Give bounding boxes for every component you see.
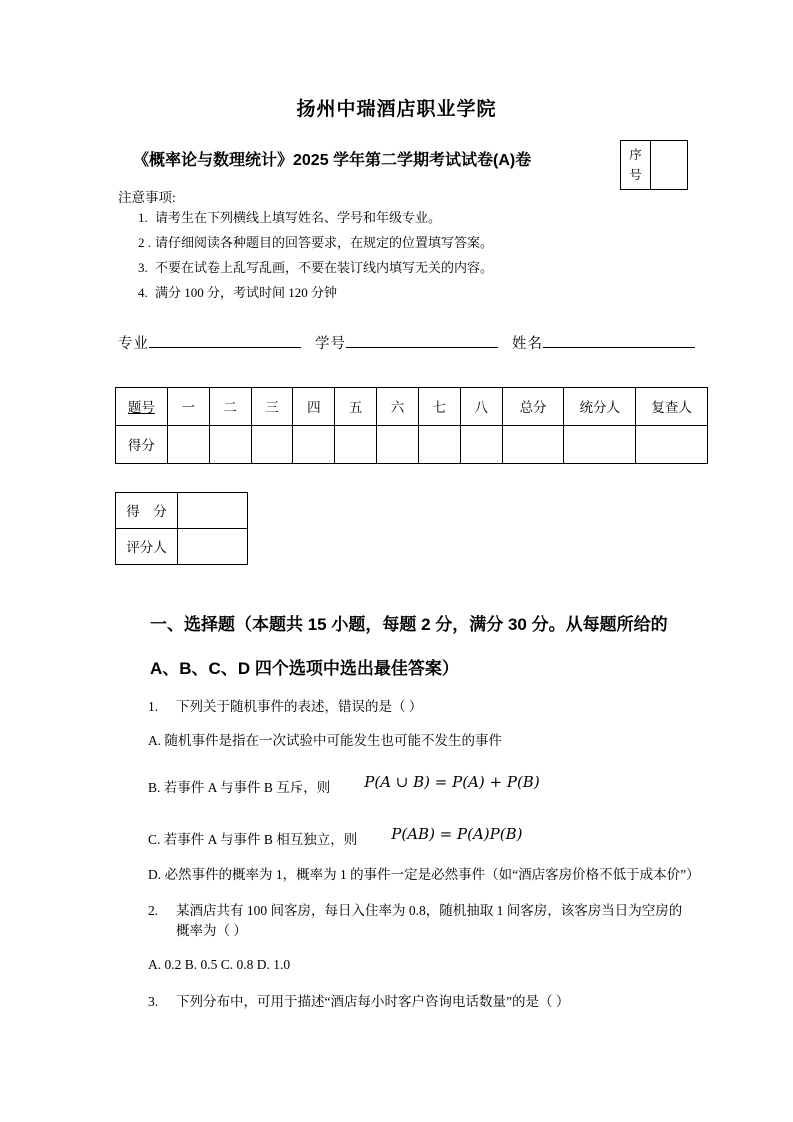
grade-box-grader-row [116, 528, 248, 564]
header-question-number-label: 题号 [127, 400, 155, 416]
grade-box-score-row [116, 492, 248, 528]
question-1-option-c [148, 825, 693, 851]
score-row-label: 得分 [116, 425, 168, 463]
grade-score-value-cell [178, 492, 248, 528]
note-number: 4. [138, 284, 148, 300]
name-label: 姓名 [512, 335, 543, 352]
note-number: 1. [138, 210, 148, 225]
independence-probability-formula: P(AB) = P(A)P(B) [391, 825, 523, 844]
score-cell [209, 425, 251, 463]
header-reviewer: 复查人 [636, 387, 708, 425]
header-question-number [116, 387, 168, 425]
question-2-text: 某酒店共有 100 间客房，每日入住率为 0.8，随机抽取 1 间客房，该客房当日为空房的概率为（ ） [176, 902, 683, 939]
question-1-option-b-text: B. 若事件 A 与事件 B 互斥，则 [148, 779, 331, 795]
score-cell [377, 425, 419, 463]
header-total: 总分 [502, 387, 564, 425]
grade-score-label: 得 分 [116, 492, 178, 528]
header-col-7: 七 [418, 387, 460, 425]
header-col-8: 八 [460, 387, 502, 425]
score-cell [460, 425, 502, 463]
score-cell [418, 425, 460, 463]
score-table-score-row [116, 425, 708, 463]
question-1 [148, 697, 693, 717]
note-item-4 [138, 281, 708, 306]
question-1-number: 1. [148, 699, 159, 715]
note-text: 不要在试卷上乱写乱画，不要在装订线内填写无关的内容。 [155, 259, 494, 275]
score-cell [564, 425, 636, 463]
student-id-label: 学号 [315, 335, 346, 352]
header-tallier: 统分人 [564, 387, 636, 425]
score-cell [251, 425, 293, 463]
score-summary-table [115, 387, 708, 464]
question-3-text: 下列分布中，可用于描述“酒店每小时客户咨询电话数量”的是（ ） [176, 993, 570, 1009]
name-fill-in-blank [543, 333, 695, 348]
college-title: 扬州中瑞酒店职业学院 [296, 99, 497, 120]
note-text: 请考生在下列横线上填写姓名、学号和年级专业。 [155, 210, 442, 225]
header-col-4: 四 [293, 387, 335, 425]
question-2 [148, 901, 693, 942]
question-2-number: 2. [148, 902, 159, 918]
question-1-option-c-text: C. 若事件 A 与事件 B 相互独立，则 [148, 832, 358, 848]
student-info-line [118, 332, 708, 353]
major-label: 专业 [118, 335, 149, 352]
serial-number-value-cell [651, 141, 687, 189]
question-3 [148, 992, 693, 1012]
score-cell [335, 425, 377, 463]
grade-box [115, 492, 248, 565]
score-table-header-row [116, 387, 708, 425]
score-cell [293, 425, 335, 463]
section-one-title: 一、选择题（本题共 15 小题，每题 2 分，满分 30 分。从每题所给的 A、B、C、D 四个选项中选出最佳答案） [150, 614, 668, 678]
score-cell [167, 425, 209, 463]
note-item-3 [138, 256, 708, 281]
score-cell [502, 425, 564, 463]
grader-value-cell [178, 528, 248, 564]
note-text: 请仔细阅读各种题目的回答要求，在规定的位置填写答案。 [155, 234, 494, 250]
header-col-2: 二 [209, 387, 251, 425]
serial-label-char-bottom: 号 [629, 168, 642, 182]
grader-label: 评分人 [116, 528, 178, 564]
questions-area [148, 697, 700, 1012]
header-col-3: 三 [251, 387, 293, 425]
major-fill-in-blank [149, 333, 301, 348]
question-1-option-b [148, 772, 693, 799]
note-number: 3. [138, 259, 148, 275]
serial-number-label [621, 141, 651, 189]
exam-title: 《概率论与数理统计》2025 学年第二学期考试试卷(A)卷 [133, 152, 532, 169]
serial-label-char-top: 序 [629, 148, 642, 162]
header-col-5: 五 [335, 387, 377, 425]
notes-section [118, 186, 708, 306]
serial-number-box [620, 140, 688, 190]
note-text: 满分 100 分，考试时间 120 分钟 [155, 284, 338, 300]
student-id-fill-in-blank [346, 333, 498, 348]
question-2-options-line: A. 0.2 B. 0.5 C. 0.8 D. 1.0 [148, 957, 291, 973]
question-1-option-a: A. 随机事件是指在一次试验中可能发生也可能不发生的事件 [148, 733, 502, 749]
score-cell [636, 425, 708, 463]
note-item-1 [138, 206, 708, 231]
question-1-text: 下列关于随机事件的表述，错误的是（ ） [176, 699, 423, 715]
note-item-2 [138, 231, 708, 256]
question-1-option-d: D. 必然事件的概率为 1，概率为 1 的事件一定是必然事件（如“酒店客房价格不低于成本价”） [148, 866, 700, 882]
question-3-number: 3. [148, 993, 159, 1009]
notes-heading: 注意事项: [118, 190, 176, 205]
header-col-6: 六 [377, 387, 419, 425]
note-number: 2 . [138, 234, 151, 250]
header-col-1: 一 [167, 387, 209, 425]
exam-title-row [115, 147, 708, 182]
union-probability-formula: P(A ∪ B) = P(A) + P(B) [364, 772, 540, 791]
